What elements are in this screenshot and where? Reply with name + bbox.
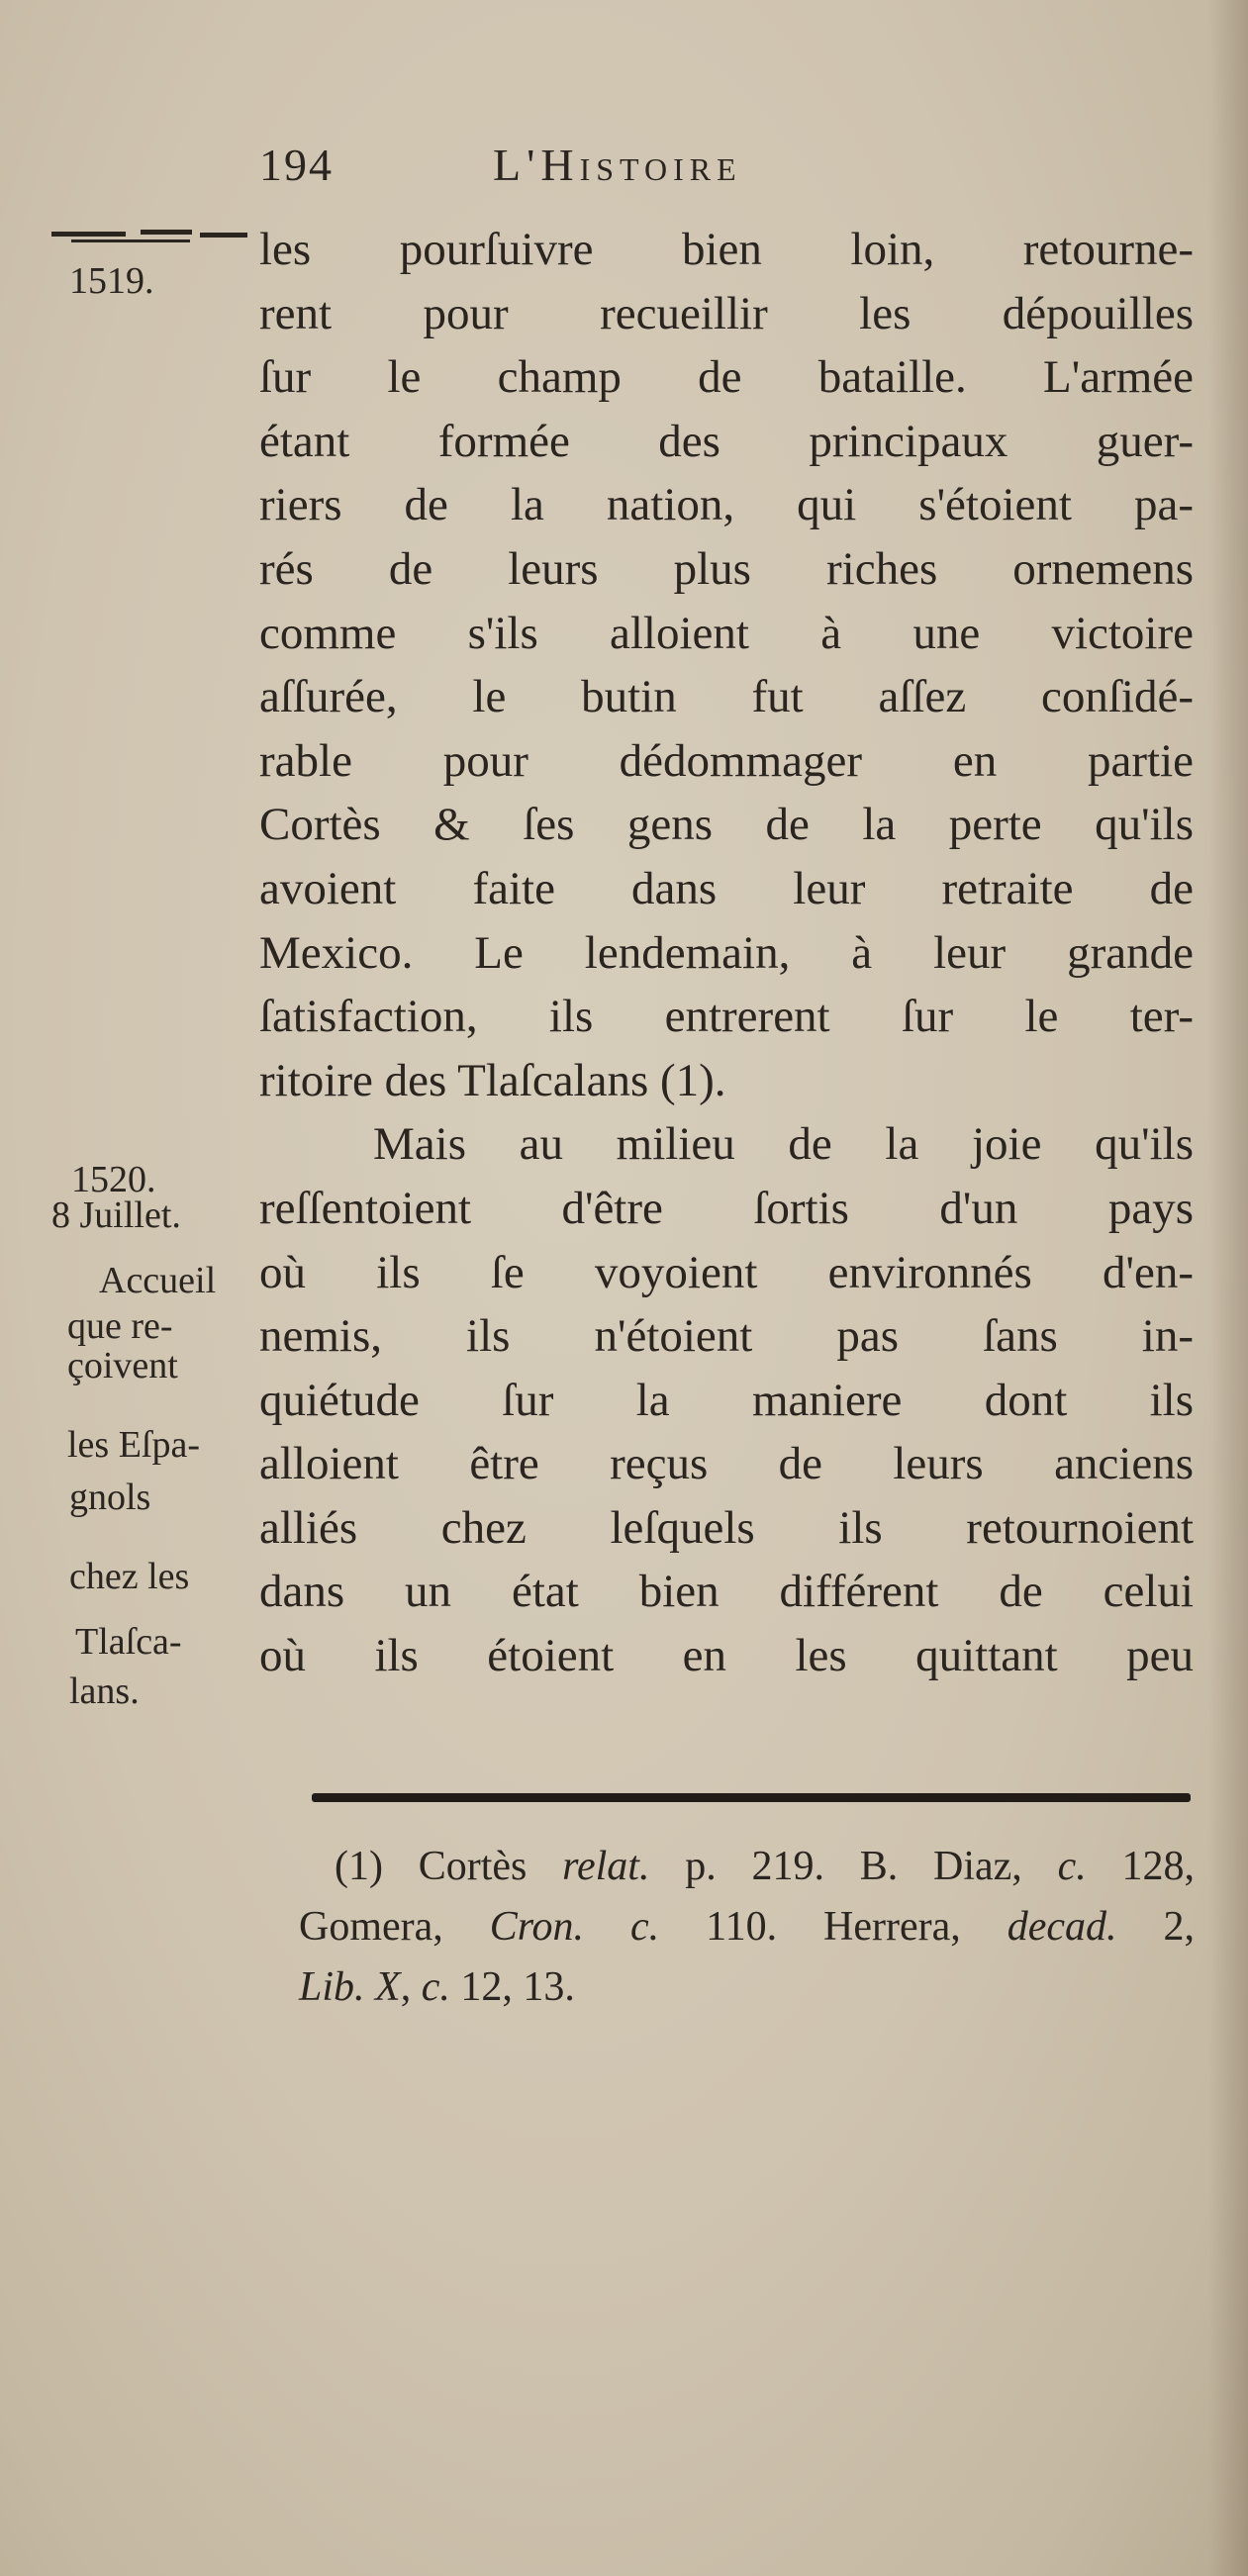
- margin-date: 8 Juillet.: [51, 1194, 181, 1236]
- margin-year-1520: 1520.: [71, 1159, 156, 1200]
- footnote-italic: relat.: [562, 1844, 650, 1889]
- footnote-text: 128,: [1086, 1844, 1196, 1889]
- footnote-italic: decad.: [1007, 1904, 1117, 1950]
- text-line: Cortès & ſes gens de la perte qu'ils: [259, 799, 1194, 851]
- margin-year-1519: 1519.: [69, 260, 154, 302]
- text-line: aſſurée, le butin fut aſſez conſidé-: [259, 671, 1194, 723]
- margin-note-line: çoivent: [67, 1345, 178, 1386]
- text-line: ſur le champ de bataille. L'armée: [259, 351, 1194, 404]
- running-title-text: L'Histoire: [493, 140, 742, 190]
- text-line: alloient être reçus de leurs anciens: [259, 1438, 1194, 1490]
- footnote-italic: Cron. c.: [489, 1904, 660, 1950]
- footnote-text: p. 219. B. Diaz,: [649, 1844, 1058, 1889]
- footnote-text: ,: [400, 1964, 422, 2010]
- footnote-text: 12, 13.: [449, 1964, 575, 2010]
- text-line: où ils étoient en les quittant peu: [259, 1630, 1194, 1682]
- margin-note-line: lans.: [69, 1670, 140, 1712]
- text-line: ritoire des Tlaſcalans (1).: [259, 1054, 726, 1106]
- text-line: riers de la nation, qui s'étoient pa-: [259, 479, 1194, 531]
- footnote-line: [299, 1837, 1195, 1897]
- text-line: reſſentoient d'être ſortis d'un pays: [259, 1182, 1194, 1234]
- text-line: les pourſuivre bien loin, retourne-: [259, 224, 1194, 275]
- text-line: Mais au milieu de la joie qu'ils: [373, 1118, 1194, 1171]
- text-line: ſatisfaction, ils entrerent ſur le ter-: [259, 991, 1194, 1043]
- ornament-dashes: [51, 230, 249, 243]
- margin-note-line: gnols: [69, 1477, 151, 1518]
- footnote-rule: [312, 1793, 1191, 1802]
- margin-note-line: chez les: [69, 1556, 190, 1597]
- page-edge-shadow: [1208, 0, 1248, 2576]
- footnote-text: Gomera,: [299, 1904, 490, 1950]
- footnote-text: 2,: [1116, 1904, 1195, 1950]
- text-line: avoient faite dans leur retraite de: [259, 862, 1194, 914]
- footnote-italic: c.: [1057, 1844, 1087, 1889]
- text-line: rent pour recueillir les dépouilles: [259, 287, 1194, 339]
- running-title: [493, 139, 742, 191]
- footnote-italic: c.: [421, 1964, 450, 2010]
- text-line: rés de leurs plus riches ornemens: [259, 542, 1194, 595]
- text-line: étant formée des principaux guer-: [259, 415, 1194, 467]
- text-line: alliés chez leſquels ils retournoient: [259, 1501, 1194, 1554]
- margin-note-line: les Eſpa-: [67, 1424, 201, 1466]
- text-line: comme s'ils alloient à une victoire: [259, 607, 1194, 659]
- text-line: rable pour dédommager en partie: [259, 734, 1194, 787]
- margin-note-line: Tlaſca-: [75, 1621, 182, 1663]
- text-line: où ils ſe voyoient environnés d'en-: [259, 1246, 1194, 1298]
- page-number: 194: [259, 140, 334, 190]
- text-line: dans un état bien différent de celui: [259, 1566, 1194, 1618]
- footnote-line: [299, 1957, 1195, 2018]
- body-text: [259, 218, 1194, 1688]
- footnote-text: 110. Herrera,: [659, 1904, 1008, 1950]
- text-line: quiétude ſur la maniere dont ils: [259, 1374, 1194, 1426]
- footnote-text: (1) Cortès: [335, 1844, 563, 1889]
- footnote-line: [299, 1897, 1195, 1957]
- text-line: Mexico. Le lendemain, à leur grande: [259, 926, 1194, 979]
- text-line: nemis, ils n'étoient pas ſans in-: [259, 1310, 1194, 1363]
- footnote: [299, 1837, 1195, 2018]
- margin-note-line: Accueil: [99, 1260, 217, 1301]
- footnote-italic: Lib. X: [299, 1964, 401, 2010]
- margin-note-line: que re-: [67, 1305, 173, 1347]
